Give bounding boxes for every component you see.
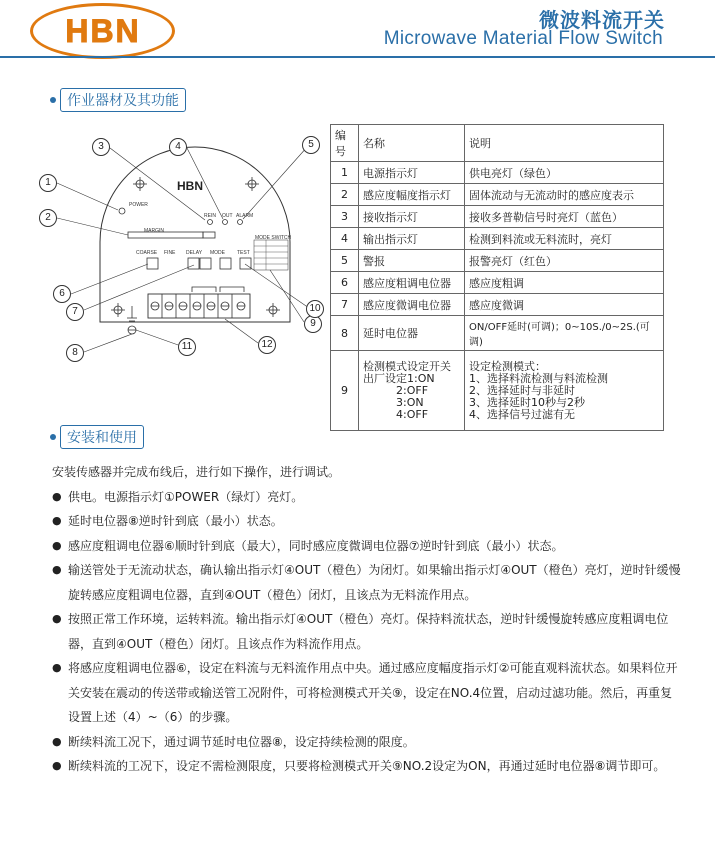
row-desc: ON/OFF延时(可调)；0~10S./0~2S.(可调) [465, 316, 664, 351]
page-title-cn: 微波料流开关 [539, 8, 665, 32]
device-diagram [40, 122, 340, 367]
row-desc: 设定检测模式： 1、选择料流检测与料流检测 2、选择延时与非延时 3、选择延时10秒与2秒 4、选择信号过滤有无 [465, 351, 664, 431]
instruction-item: ● 断续料流的工况下，设定不需检测限度，只要将检测模式开关⑨NO.2设定为ON，再通过延时电位器⑧调节即可。 [52, 754, 682, 779]
row-name: 警报 [359, 250, 465, 272]
table-row [331, 272, 664, 294]
diagram-label-coarse: COARSE [136, 250, 158, 256]
row-name: 检测模式设定开关 出厂设定1:ON 2:OFF 3:ON 4:OFF [359, 351, 465, 431]
diagram-label-rein: REIN [204, 213, 216, 219]
row-name: 接收指示灯 [359, 206, 465, 228]
logo [44, 14, 162, 48]
table-header-row [331, 125, 664, 162]
page-title-en: Microwave Material Flow Switch [383, 28, 663, 49]
row-name: 输出指示灯 [359, 228, 465, 250]
table-header-no: 编号 [331, 125, 359, 162]
device-panel-drawing [40, 122, 340, 367]
row-desc: 感应度粗调 [465, 272, 664, 294]
callout-1: 1 [39, 174, 57, 192]
callout-2: 2 [39, 209, 57, 227]
diagram-brand: HBN [177, 179, 203, 193]
row-no: 4 [331, 228, 359, 250]
row-desc: 供电亮灯（绿色） [465, 162, 664, 184]
row-name: 电源指示灯 [359, 162, 465, 184]
callout-12: 12 [258, 336, 276, 354]
diagram-label-margin: MARGIN [144, 228, 164, 234]
row-desc: 感应度微调 [465, 294, 664, 316]
row-name: 感应度幅度指示灯 [359, 184, 465, 206]
row-name: 感应度粗调电位器 [359, 272, 465, 294]
diagram-label-mode-switch: MODE SWITCH [255, 235, 292, 241]
header-divider [0, 56, 715, 58]
logo-text: HBN [65, 12, 141, 49]
diagram-label-test: TEST [237, 250, 250, 256]
diagram-label-delay: DELAY [186, 250, 203, 256]
row-no: 1 [331, 162, 359, 184]
instruction-item: ● 按照正常工作环境，运转料流。输出指示灯④OUT（橙色）亮灯。保持料流状态，逆时针缓慢旋转感应度粗调电位器，直到④OUT（橙色）闭灯。且该点作为料流作用点。 [52, 607, 682, 656]
table-row [331, 316, 664, 351]
instructions [52, 460, 682, 779]
table-row [331, 184, 664, 206]
row-desc: 接收多普勒信号时亮灯（蓝色） [465, 206, 664, 228]
diagram-label-out: OUT [222, 213, 233, 219]
row-desc: 检测到料流或无料流时，亮灯 [465, 228, 664, 250]
callout-10: 10 [306, 300, 324, 318]
instruction-item: ● 延时电位器⑧逆时针到底（最小）状态。 [52, 509, 682, 534]
section-title: 安装和使用 [60, 425, 144, 449]
row-no: 2 [331, 184, 359, 206]
row-no: 6 [331, 272, 359, 294]
table-row [331, 294, 664, 316]
instructions-intro: 安装传感器并完成布线后，进行如下操作，进行调试。 [52, 465, 341, 479]
callout-4: 4 [169, 138, 187, 156]
diagram-label-fine: FINE [164, 250, 176, 256]
callout-7: 7 [66, 303, 84, 321]
callout-8: 8 [66, 344, 84, 362]
callout-6: 6 [53, 285, 71, 303]
component-table [330, 124, 664, 431]
row-desc: 固体流动与无流动时的感应度表示 [465, 184, 664, 206]
instruction-item: ● 供电。电源指示灯①POWER（绿灯）亮灯。 [52, 485, 682, 510]
section-dot-icon [50, 434, 56, 440]
table-row [331, 250, 664, 272]
section-heading-equipment [50, 88, 186, 112]
row-name: 感应度微调电位器 [359, 294, 465, 316]
instruction-item: ● 感应度粗调电位器⑥顺时针到底（最大），同时感应度微调电位器⑦逆时针到底（最小）状态。 [52, 534, 682, 559]
row-no: 3 [331, 206, 359, 228]
table-row [331, 162, 664, 184]
table-row [331, 206, 664, 228]
section-heading-install [50, 425, 144, 449]
instruction-item: ● 输送管处于无流动状态，确认输出指示灯④OUT（橙色）为闭灯。如果输出指示灯④OUT（橙色）亮灯，逆时针缓慢旋转感应度粗调电位器，直到④OUT（橙色）闭灯，且该点为无料流作用点。 [52, 558, 682, 607]
table-row [331, 228, 664, 250]
instruction-item: ● 断续料流工况下，通过调节延时电位器⑧，设定持续检测的限度。 [52, 730, 682, 755]
table-row [331, 351, 664, 431]
row-desc: 报警亮灯（红色） [465, 250, 664, 272]
row-no: 5 [331, 250, 359, 272]
diagram-label-alarm: ALARM [236, 213, 254, 219]
row-no: 8 [331, 316, 359, 351]
callout-9: 9 [304, 315, 322, 333]
callout-5: 5 [302, 136, 320, 154]
row-name: 延时电位器 [359, 316, 465, 351]
callout-3: 3 [92, 138, 110, 156]
section-title: 作业器材及其功能 [60, 88, 186, 112]
row-no: 9 [331, 351, 359, 431]
section-dot-icon [50, 97, 56, 103]
header [0, 0, 715, 58]
table-header-name: 名称 [359, 125, 465, 162]
table-header-desc: 说明 [465, 125, 664, 162]
row-no: 7 [331, 294, 359, 316]
callout-11: 11 [178, 338, 196, 356]
diagram-label-power: POWER [129, 202, 148, 208]
instruction-item: ● 将感应度粗调电位器⑥，设定在料流与无料流作用点中央。通过感应度幅度指示灯②可能直观料流状态。如果料位开关安装在震动的传送带或输送管工况附件，可将检测模式开关⑨，设定在NO.4位置，启动过滤功能。然后，再重复设置上述（4）~（6）的步骤。 [52, 656, 682, 730]
diagram-label-mode: MODE [210, 250, 225, 256]
